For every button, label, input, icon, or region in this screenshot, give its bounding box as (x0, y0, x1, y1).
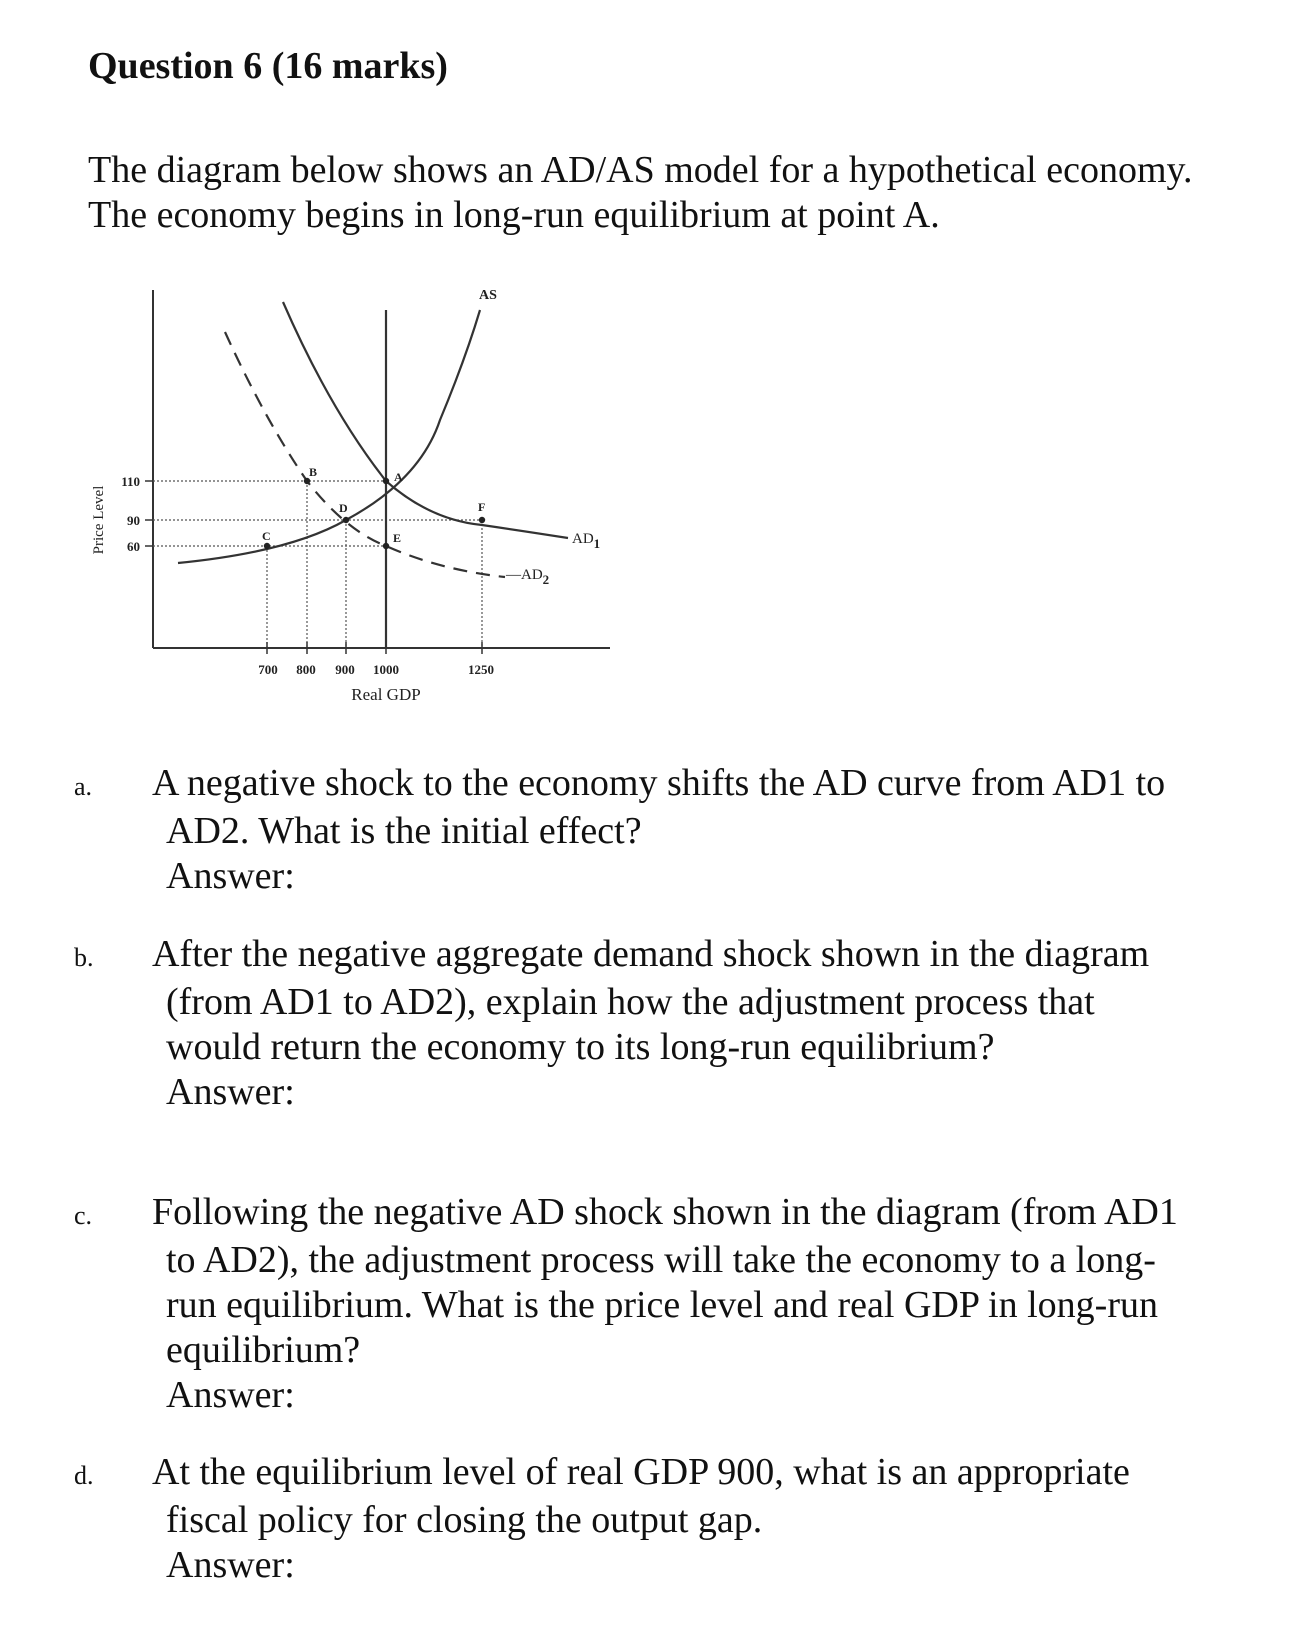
question-a-letter: a. (74, 772, 93, 801)
ad2-label: —AD2 (506, 567, 550, 587)
question-b (74, 932, 1180, 1115)
point-d-label: D (339, 501, 348, 515)
point-f (479, 517, 485, 523)
ad1-curve (283, 302, 568, 538)
point-b-label: B (309, 465, 318, 479)
x-tick-1000: 1000 (373, 662, 399, 677)
point-a (383, 478, 389, 484)
question-b-answer: Answer: (166, 1071, 295, 1113)
question-a-answer: Answer: (166, 855, 295, 897)
question-a-text: A negative shock to the economy shifts the AD curve from AD1 to AD2. What is the initial effect? (152, 762, 1166, 852)
y-tick-90: 90 (127, 513, 140, 528)
x-axis-label: Real GDP (351, 685, 421, 704)
question-c (74, 1190, 1180, 1418)
question-c-letter: c. (74, 1201, 93, 1230)
point-a-label: A (394, 470, 403, 484)
ad1-label: AD1 (572, 531, 601, 551)
point-f-label: F (478, 500, 486, 514)
as-label: AS (479, 288, 497, 303)
question-d-letter: d. (74, 1461, 94, 1490)
question-b-letter: b. (74, 943, 94, 972)
question-d-answer: Answer: (166, 1544, 295, 1586)
intro-text: The diagram below shows an AD/AS model for a hypothetical economy. The economy begins in long-run equilibrium at point A. (88, 149, 1193, 236)
point-c (264, 543, 270, 549)
y-axis-label: Price Level (91, 485, 107, 555)
x-tick-1250: 1250 (468, 662, 494, 677)
question-a (74, 761, 1180, 899)
y-tick-110: 110 (121, 474, 140, 489)
question-d (74, 1450, 1180, 1588)
x-tick-800: 800 (296, 662, 316, 677)
question-heading: Question 6 (16 marks) (88, 45, 448, 87)
question-d-text: At the equilibrium level of real GDP 900, what is an appropriate fiscal policy for closing the output gap. (152, 1451, 1130, 1541)
question-c-text: Following the negative AD shock shown in the diagram (from AD1 to AD2), the adjustment process will take the economy to a long-run equilibrium. What is the price level and real GDP in long-run equilibrium? (152, 1191, 1178, 1371)
x-tick-700: 700 (258, 662, 278, 677)
as-curve (178, 310, 480, 563)
point-d (343, 517, 349, 523)
y-tick-60: 60 (127, 539, 140, 554)
x-tick-900: 900 (335, 662, 355, 677)
point-e (383, 543, 389, 549)
question-c-answer: Answer: (166, 1374, 295, 1416)
point-e-label: E (393, 531, 402, 545)
question-b-text: After the negative aggregate demand shock shown in the diagram (from AD1 to AD2), explain how the adjustment process that would return the economy to its long-run equilibrium? (152, 933, 1150, 1068)
ad-as-diagram (0, 270, 700, 750)
point-c-label: C (262, 529, 271, 543)
